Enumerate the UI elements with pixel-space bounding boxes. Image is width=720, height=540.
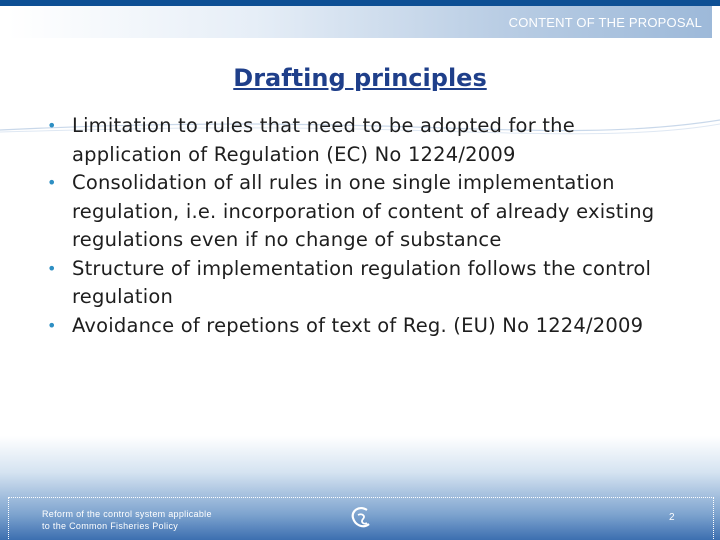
bullet-dot-icon: • xyxy=(47,116,57,135)
bullet-dot-icon: • xyxy=(47,258,57,278)
bullet-text: Structure of implementation regulation follows the control regulation xyxy=(72,256,652,308)
page-number: 2 xyxy=(669,512,675,523)
header-bar xyxy=(8,6,712,38)
slide-title: Drafting principles xyxy=(233,64,487,92)
bullet-dot-icon: • xyxy=(47,173,57,192)
bullet-item xyxy=(47,255,672,312)
bullet-text: Avoidance of repetions of text of Reg. (EU) No 1224/2009 xyxy=(72,313,644,337)
section-label: CONTENT OF THE PROPOSAL xyxy=(508,15,702,30)
footer-text xyxy=(42,508,212,532)
bullet-item xyxy=(47,169,672,255)
bullet-list xyxy=(47,112,672,340)
eu-fisheries-logo-icon xyxy=(349,505,373,531)
bullet-dot-icon: • xyxy=(47,315,57,335)
footer-line-1: Reform of the control system applicable xyxy=(42,509,212,519)
bullet-text: Limitation to rules that need to be adopted for the application of Regulation (EC) No 1224/2009 xyxy=(72,114,575,166)
bullet-text: Consolidation of all rules in one single implementation regulation, i.e. incorporation of content of already existing regulations even if no change of substance xyxy=(72,171,655,251)
bullet-item xyxy=(47,312,672,341)
bullet-item xyxy=(47,112,672,169)
footer-line-2: to the Common Fisheries Policy xyxy=(42,521,179,531)
